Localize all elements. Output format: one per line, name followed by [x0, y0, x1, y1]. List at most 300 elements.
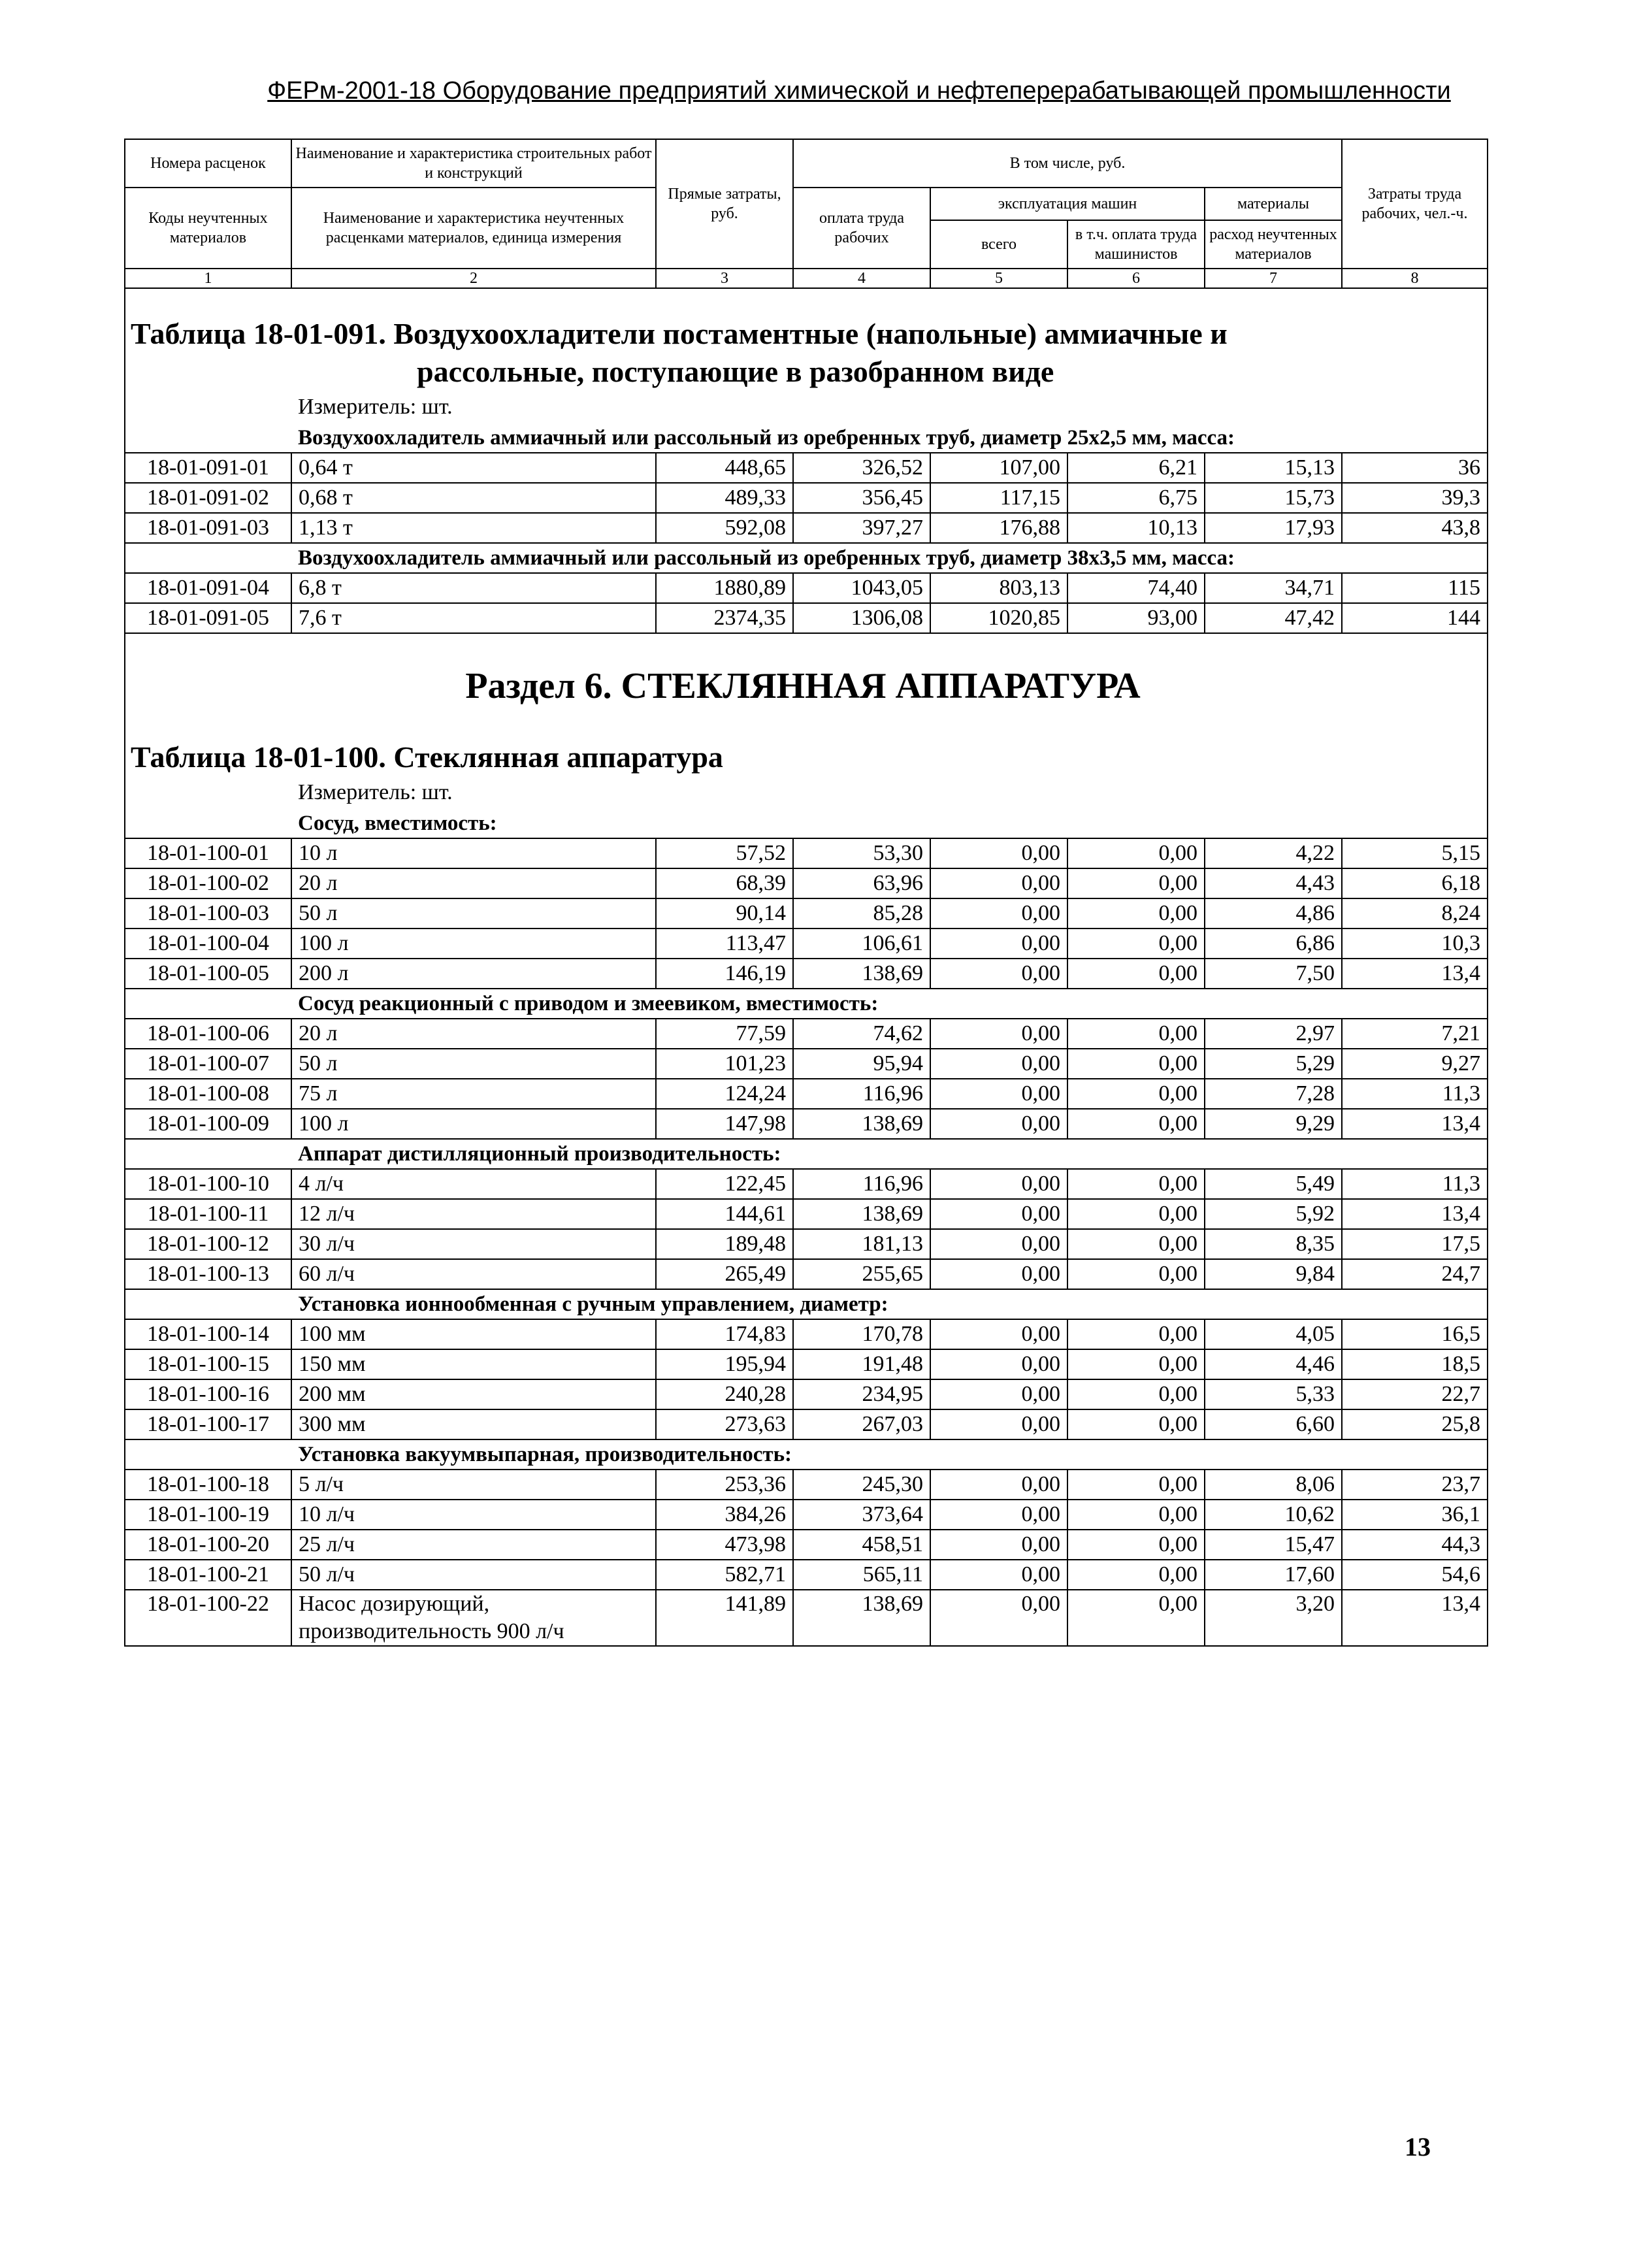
group-heading-row: [125, 423, 1488, 453]
material-consumption: 47,42: [1205, 603, 1342, 633]
worker-pay: 565,11: [793, 1560, 930, 1590]
worker-pay: 63,96: [793, 868, 930, 898]
worker-pay: 138,69: [793, 1199, 930, 1229]
table-row: [125, 1379, 1488, 1409]
machine-total: 0,00: [930, 1590, 1067, 1646]
machine-total: 0,00: [930, 868, 1067, 898]
machine-total: 0,00: [930, 1530, 1067, 1560]
labor-costs: 54,6: [1342, 1560, 1488, 1590]
column-number: 6: [1067, 269, 1205, 288]
machine-total: 0,00: [930, 1379, 1067, 1409]
labor-costs: 10,3: [1342, 929, 1488, 959]
worker-pay: 74,62: [793, 1019, 930, 1049]
material-consumption: 9,29: [1205, 1109, 1342, 1139]
rate-code: 18-01-100-10: [125, 1169, 291, 1199]
rate-code: 18-01-091-04: [125, 573, 291, 603]
measure-row: [125, 391, 1488, 423]
header-direct-costs: Прямые затраты, руб.: [656, 139, 793, 269]
header-row-mid: [125, 188, 1488, 220]
direct-costs: 77,59: [656, 1019, 793, 1049]
material-consumption: 17,93: [1205, 513, 1342, 543]
rate-code: 18-01-100-05: [125, 959, 291, 989]
table-row: [125, 1500, 1488, 1530]
group-label: Воздухоохладитель аммиачный или рассольный из оребренных труб, диаметр 25x2,5 мм, масса:: [298, 426, 1235, 450]
direct-costs: 144,61: [656, 1199, 793, 1229]
labor-costs: 39,3: [1342, 483, 1488, 513]
direct-costs: 253,36: [656, 1470, 793, 1500]
operator-pay: 6,75: [1067, 483, 1205, 513]
operator-pay: 10,13: [1067, 513, 1205, 543]
worker-pay: 116,96: [793, 1169, 930, 1199]
group-heading-row: [125, 1439, 1488, 1470]
direct-costs: 384,26: [656, 1500, 793, 1530]
column-number: 7: [1205, 269, 1342, 288]
direct-costs: 448,65: [656, 453, 793, 483]
header-total: всего: [930, 220, 1067, 269]
material-consumption: 15,47: [1205, 1530, 1342, 1560]
machine-total: 0,00: [930, 1079, 1067, 1109]
machine-total: 0,00: [930, 1560, 1067, 1590]
section-heading-row: [125, 633, 1488, 738]
material-consumption: 8,06: [1205, 1470, 1342, 1500]
material-consumption: 4,46: [1205, 1349, 1342, 1379]
rate-code: 18-01-100-20: [125, 1530, 291, 1560]
worker-pay: 53,30: [793, 838, 930, 868]
column-number: 3: [656, 269, 793, 288]
table-title-row: [125, 315, 1488, 391]
rate-code: 18-01-100-15: [125, 1349, 291, 1379]
material-consumption: 5,29: [1205, 1049, 1342, 1079]
header-material-name: Наименование и характеристика неучтенных расценками материалов, единица измерения: [291, 188, 656, 269]
table-row: [125, 1319, 1488, 1349]
group-heading-row: [125, 1289, 1488, 1319]
machine-total: 0,00: [930, 1470, 1067, 1500]
column-number: 8: [1342, 269, 1488, 288]
group-heading: [125, 989, 1488, 1019]
machine-total: 0,00: [930, 959, 1067, 989]
operator-pay: 0,00: [1067, 1379, 1205, 1409]
operator-pay: 0,00: [1067, 1229, 1205, 1259]
labor-costs: 18,5: [1342, 1349, 1488, 1379]
measure-unit: [125, 776, 1488, 809]
direct-costs: 141,89: [656, 1590, 793, 1646]
group-label: Установка вакуумвыпарная, производительность:: [298, 1443, 792, 1466]
table-row: [125, 1229, 1488, 1259]
column-number: 4: [793, 269, 930, 288]
rate-description: 30 л/ч: [291, 1229, 656, 1259]
worker-pay: 138,69: [793, 1109, 930, 1139]
direct-costs: 473,98: [656, 1530, 793, 1560]
table-row: [125, 603, 1488, 633]
material-consumption: 17,60: [1205, 1560, 1342, 1590]
rate-description: 100 мм: [291, 1319, 656, 1349]
machine-total: 0,00: [930, 929, 1067, 959]
worker-pay: 181,13: [793, 1229, 930, 1259]
machine-total: 0,00: [930, 1259, 1067, 1289]
labor-costs: 6,18: [1342, 868, 1488, 898]
labor-costs: 43,8: [1342, 513, 1488, 543]
worker-pay: 397,27: [793, 513, 930, 543]
table-row: [125, 453, 1488, 483]
table-row: [125, 483, 1488, 513]
direct-costs: 1880,89: [656, 573, 793, 603]
rate-description: 20 л: [291, 868, 656, 898]
operator-pay: 0,00: [1067, 1079, 1205, 1109]
material-consumption: 5,92: [1205, 1199, 1342, 1229]
operator-pay: 0,00: [1067, 898, 1205, 929]
table-row: [125, 1019, 1488, 1049]
group-label: Сосуд реакционный с приводом и змеевиком, вместимость:: [298, 992, 879, 1015]
material-consumption: 15,73: [1205, 483, 1342, 513]
group-heading: [125, 1439, 1488, 1470]
machine-total: 0,00: [930, 898, 1067, 929]
table-title-line: рассольные, поступающие в разобранном виде: [417, 355, 1054, 388]
rate-code: 18-01-100-22: [125, 1590, 291, 1646]
header-operator-pay: в т.ч. оплата труда машинистов: [1067, 220, 1205, 269]
rate-description: 150 мм: [291, 1349, 656, 1379]
machine-total: 803,13: [930, 573, 1067, 603]
material-consumption: 4,43: [1205, 868, 1342, 898]
operator-pay: 0,00: [1067, 1409, 1205, 1439]
rate-description: 12 л/ч: [291, 1199, 656, 1229]
worker-pay: 356,45: [793, 483, 930, 513]
rate-description: 50 л: [291, 898, 656, 929]
table-row: [125, 1109, 1488, 1139]
labor-costs: 13,4: [1342, 1590, 1488, 1646]
material-consumption: 3,20: [1205, 1590, 1342, 1646]
table-row: [125, 513, 1488, 543]
column-number: 5: [930, 269, 1067, 288]
rate-code: 18-01-091-03: [125, 513, 291, 543]
header-row-top: [125, 139, 1488, 188]
header-material-codes: Коды неучтенных материалов: [125, 188, 291, 269]
direct-costs: 273,63: [656, 1409, 793, 1439]
material-consumption: 5,33: [1205, 1379, 1342, 1409]
machine-total: 107,00: [930, 453, 1067, 483]
operator-pay: 0,00: [1067, 1049, 1205, 1079]
table-row: [125, 1590, 1488, 1646]
rate-code: 18-01-100-07: [125, 1049, 291, 1079]
machine-total: 0,00: [930, 1019, 1067, 1049]
operator-pay: 93,00: [1067, 603, 1205, 633]
rate-description: 1,13 т: [291, 513, 656, 543]
rate-code: 18-01-100-17: [125, 1409, 291, 1439]
operator-pay: 0,00: [1067, 1199, 1205, 1229]
material-consumption: 5,49: [1205, 1169, 1342, 1199]
worker-pay: 95,94: [793, 1049, 930, 1079]
rate-description: 20 л: [291, 1019, 656, 1049]
section-heading: Раздел 6. СТЕКЛЯННАЯ АППАРАТУРА: [125, 633, 1488, 738]
operator-pay: 0,00: [1067, 1259, 1205, 1289]
rate-code: 18-01-100-11: [125, 1199, 291, 1229]
table-row: [125, 1169, 1488, 1199]
table-row: [125, 1349, 1488, 1379]
group-heading: [125, 423, 1488, 453]
material-consumption: 2,97: [1205, 1019, 1342, 1049]
table-row: [125, 1560, 1488, 1590]
rates-document: [124, 139, 1487, 1647]
table-row: [125, 1470, 1488, 1500]
machine-total: 0,00: [930, 838, 1067, 868]
labor-costs: 13,4: [1342, 959, 1488, 989]
direct-costs: 265,49: [656, 1259, 793, 1289]
rate-description: 10 л/ч: [291, 1500, 656, 1530]
rate-description: 7,6 т: [291, 603, 656, 633]
worker-pay: 373,64: [793, 1500, 930, 1530]
machine-total: 0,00: [930, 1169, 1067, 1199]
labor-costs: 11,3: [1342, 1169, 1488, 1199]
table-row: [125, 1049, 1488, 1079]
rate-code: 18-01-100-19: [125, 1500, 291, 1530]
table-title: [125, 315, 1488, 391]
worker-pay: 1043,05: [793, 573, 930, 603]
operator-pay: 0,00: [1067, 1349, 1205, 1379]
machine-total: 0,00: [930, 1409, 1067, 1439]
material-consumption: 7,50: [1205, 959, 1342, 989]
labor-costs: 36,1: [1342, 1500, 1488, 1530]
machine-total: 1020,85: [930, 603, 1067, 633]
rate-code: 18-01-100-18: [125, 1470, 291, 1500]
table-row: [125, 1530, 1488, 1560]
rate-description: 200 л: [291, 959, 656, 989]
direct-costs: 101,23: [656, 1049, 793, 1079]
worker-pay: 326,52: [793, 453, 930, 483]
column-numbers-row: [125, 269, 1488, 288]
direct-costs: 68,39: [656, 868, 793, 898]
worker-pay: 116,96: [793, 1079, 930, 1109]
table-title-line: Таблица 18-01-091. Воздухоохладители постаментные (напольные) аммиачные и: [131, 317, 1228, 350]
rate-description: 0,64 т: [291, 453, 656, 483]
table-row: [125, 1409, 1488, 1439]
worker-pay: 138,69: [793, 1590, 930, 1646]
group-label: Установка ионнообменная с ручным управлением, диаметр:: [298, 1292, 888, 1316]
rate-description: 4 л/ч: [291, 1169, 656, 1199]
table-title-row: [125, 738, 1488, 776]
table-row: [125, 1079, 1488, 1109]
direct-costs: 240,28: [656, 1379, 793, 1409]
rate-description: 60 л/ч: [291, 1259, 656, 1289]
labor-costs: 13,4: [1342, 1109, 1488, 1139]
material-consumption: 6,60: [1205, 1409, 1342, 1439]
labor-costs: 13,4: [1342, 1199, 1488, 1229]
operator-pay: 0,00: [1067, 929, 1205, 959]
measure-unit: [125, 391, 1488, 423]
group-heading-row: [125, 543, 1488, 573]
direct-costs: 489,33: [656, 483, 793, 513]
labor-costs: 24,7: [1342, 1259, 1488, 1289]
rate-code: 18-01-100-06: [125, 1019, 291, 1049]
group-heading: [125, 1139, 1488, 1169]
measure-label: Измеритель: шт.: [298, 780, 453, 804]
table-title: Таблица 18-01-100. Стеклянная аппаратура: [125, 738, 1488, 776]
operator-pay: 0,00: [1067, 1019, 1205, 1049]
rate-code: 18-01-100-08: [125, 1079, 291, 1109]
material-consumption: 4,22: [1205, 838, 1342, 868]
rate-description: 100 л: [291, 929, 656, 959]
rate-description: 5 л/ч: [291, 1470, 656, 1500]
table-row: [125, 838, 1488, 868]
labor-costs: 7,21: [1342, 1019, 1488, 1049]
column-number: 1: [125, 269, 291, 288]
group-label: Воздухоохладитель аммиачный или рассольный из оребренных труб, диаметр 38x3,5 мм, масса:: [298, 546, 1235, 570]
labor-costs: 36: [1342, 453, 1488, 483]
material-consumption: 7,28: [1205, 1079, 1342, 1109]
machine-total: 0,00: [930, 1500, 1067, 1530]
rate-description: 50 л/ч: [291, 1560, 656, 1590]
header-labor-costs: Затраты труда рабочих, чел.-ч.: [1342, 139, 1488, 269]
machine-total: 0,00: [930, 1349, 1067, 1379]
operator-pay: 74,40: [1067, 573, 1205, 603]
worker-pay: 255,65: [793, 1259, 930, 1289]
rate-code: 18-01-100-01: [125, 838, 291, 868]
rate-description: 100 л: [291, 1109, 656, 1139]
table-row: [125, 1199, 1488, 1229]
rate-code: 18-01-100-12: [125, 1229, 291, 1259]
header-including: В том числе, руб.: [793, 139, 1342, 188]
labor-costs: 25,8: [1342, 1409, 1488, 1439]
spacer-row: [125, 288, 1488, 315]
rate-code: 18-01-100-13: [125, 1259, 291, 1289]
rate-code: 18-01-100-04: [125, 929, 291, 959]
labor-costs: 23,7: [1342, 1470, 1488, 1500]
header-material-consumption: расход неучтенных материалов: [1205, 220, 1342, 269]
operator-pay: 0,00: [1067, 1109, 1205, 1139]
direct-costs: 189,48: [656, 1229, 793, 1259]
operator-pay: 0,00: [1067, 1590, 1205, 1646]
direct-costs: 57,52: [656, 838, 793, 868]
table-row: [125, 1259, 1488, 1289]
machine-total: 0,00: [930, 1049, 1067, 1079]
machine-total: 0,00: [930, 1319, 1067, 1349]
rate-description: 50 л: [291, 1049, 656, 1079]
material-consumption: 15,13: [1205, 453, 1342, 483]
machine-total: 176,88: [930, 513, 1067, 543]
group-heading-row: [125, 809, 1488, 838]
operator-pay: 0,00: [1067, 1500, 1205, 1530]
rate-code: 18-01-100-16: [125, 1379, 291, 1409]
column-number: 2: [291, 269, 656, 288]
labor-costs: 5,15: [1342, 838, 1488, 868]
rate-description: 6,8 т: [291, 573, 656, 603]
header-work-name: Наименование и характеристика строительных работ и конструкций: [291, 139, 656, 188]
direct-costs: 90,14: [656, 898, 793, 929]
rate-description: 75 л: [291, 1079, 656, 1109]
operator-pay: 0,00: [1067, 1319, 1205, 1349]
labor-costs: 144: [1342, 603, 1488, 633]
worker-pay: 106,61: [793, 929, 930, 959]
material-consumption: 4,05: [1205, 1319, 1342, 1349]
direct-costs: 582,71: [656, 1560, 793, 1590]
labor-costs: 8,24: [1342, 898, 1488, 929]
page-title: ФЕРм-2001-18 Оборудование предприятий химической и нефтеперерабатывающей промышленности: [267, 77, 1451, 105]
group-heading-row: [125, 989, 1488, 1019]
table-row: [125, 959, 1488, 989]
material-consumption: 4,86: [1205, 898, 1342, 929]
material-consumption: 9,84: [1205, 1259, 1342, 1289]
worker-pay: 85,28: [793, 898, 930, 929]
rate-code: 18-01-100-02: [125, 868, 291, 898]
rate-code: 18-01-091-05: [125, 603, 291, 633]
machine-total: 0,00: [930, 1109, 1067, 1139]
header-machine-operation: эксплуатация машин: [930, 188, 1205, 220]
direct-costs: 146,19: [656, 959, 793, 989]
direct-costs: 195,94: [656, 1349, 793, 1379]
worker-pay: 191,48: [793, 1349, 930, 1379]
operator-pay: 0,00: [1067, 1169, 1205, 1199]
worker-pay: 267,03: [793, 1409, 930, 1439]
rate-description: 200 мм: [291, 1379, 656, 1409]
header-worker-pay: оплата труда рабочих: [793, 188, 930, 269]
material-consumption: 10,62: [1205, 1500, 1342, 1530]
direct-costs: 174,83: [656, 1319, 793, 1349]
measure-row: [125, 776, 1488, 809]
operator-pay: 0,00: [1067, 1530, 1205, 1560]
rate-code: 18-01-100-14: [125, 1319, 291, 1349]
labor-costs: 11,3: [1342, 1079, 1488, 1109]
labor-costs: 16,5: [1342, 1319, 1488, 1349]
rate-code: 18-01-091-01: [125, 453, 291, 483]
page-number: 13: [1405, 2132, 1431, 2161]
rate-code: 18-01-100-03: [125, 898, 291, 929]
worker-pay: 1306,08: [793, 603, 930, 633]
worker-pay: 458,51: [793, 1530, 930, 1560]
operator-pay: 0,00: [1067, 1470, 1205, 1500]
group-heading: [125, 809, 1488, 838]
group-heading: [125, 543, 1488, 573]
rate-description: 300 мм: [291, 1409, 656, 1439]
rate-code: 18-01-100-21: [125, 1560, 291, 1590]
labor-costs: 17,5: [1342, 1229, 1488, 1259]
group-label: Сосуд, вместимость:: [298, 812, 497, 835]
group-heading-row: [125, 1139, 1488, 1169]
rate-code: 18-01-091-02: [125, 483, 291, 513]
direct-costs: 122,45: [656, 1169, 793, 1199]
worker-pay: 170,78: [793, 1319, 930, 1349]
material-consumption: 6,86: [1205, 929, 1342, 959]
rate-description: 10 л: [291, 838, 656, 868]
table-row: [125, 929, 1488, 959]
rate-code: 18-01-100-09: [125, 1109, 291, 1139]
group-heading: [125, 1289, 1488, 1319]
machine-total: 0,00: [930, 1229, 1067, 1259]
measure-label: Измеритель: шт.: [298, 395, 453, 419]
worker-pay: 245,30: [793, 1470, 930, 1500]
operator-pay: 0,00: [1067, 959, 1205, 989]
operator-pay: 6,21: [1067, 453, 1205, 483]
operator-pay: 0,00: [1067, 838, 1205, 868]
direct-costs: 147,98: [656, 1109, 793, 1139]
spacer: [125, 288, 1488, 315]
rate-description: 0,68 т: [291, 483, 656, 513]
table-row: [125, 898, 1488, 929]
table-row: [125, 868, 1488, 898]
material-consumption: 8,35: [1205, 1229, 1342, 1259]
rates-table: [124, 139, 1488, 1647]
material-consumption: 34,71: [1205, 573, 1342, 603]
labor-costs: 9,27: [1342, 1049, 1488, 1079]
machine-total: 117,15: [930, 483, 1067, 513]
header-materials: материалы: [1205, 188, 1342, 220]
direct-costs: 113,47: [656, 929, 793, 959]
machine-total: 0,00: [930, 1199, 1067, 1229]
labor-costs: 44,3: [1342, 1530, 1488, 1560]
direct-costs: 2374,35: [656, 603, 793, 633]
group-label: Аппарат дистилляционный производительность:: [298, 1142, 781, 1166]
worker-pay: 138,69: [793, 959, 930, 989]
rate-description: 25 л/ч: [291, 1530, 656, 1560]
direct-costs: 124,24: [656, 1079, 793, 1109]
direct-costs: 592,08: [656, 513, 793, 543]
